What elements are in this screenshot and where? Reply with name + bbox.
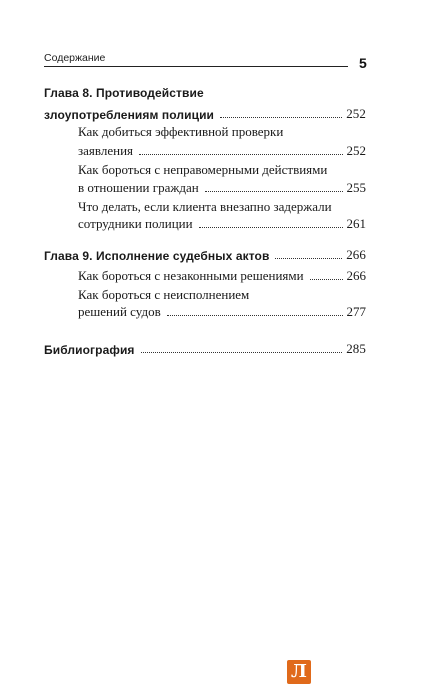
header-rule xyxy=(44,66,348,67)
bibliography-page: 285 xyxy=(346,341,366,356)
section-8-1-line2: заявления xyxy=(78,143,134,158)
section-9-1-page: 266 xyxy=(346,268,366,283)
toc-entry-section-8-1[interactable] xyxy=(78,141,366,159)
toc-entry-chapter-8[interactable] xyxy=(44,104,366,122)
section-8-3-line1: Что делать, если клиента внезапно задержали xyxy=(78,199,332,214)
section-9-2-line1: Как бороться с неисполнением xyxy=(78,287,250,302)
running-header xyxy=(44,52,370,70)
section-9-1-line1: Как бороться с незаконными решениями xyxy=(78,268,304,283)
chapter-9-title: Глава 9. Исполнение судебных актов xyxy=(44,249,270,263)
dot-leader xyxy=(141,352,343,353)
section-9-2-page: 277 xyxy=(346,304,366,319)
page-number: 5 xyxy=(359,55,367,71)
section-8-1-page: 252 xyxy=(346,143,366,158)
dot-leader xyxy=(275,258,342,259)
toc-entry-bibliography[interactable] xyxy=(44,339,366,357)
header-title: Содержание xyxy=(44,52,106,64)
section-8-2-line1: Как бороться с неправомерными действиями xyxy=(78,162,328,177)
publisher-logo xyxy=(287,660,311,684)
dot-leader xyxy=(139,154,342,155)
section-8-2-line2: в отношении граждан xyxy=(78,180,199,195)
toc-entry-section-8-3[interactable] xyxy=(78,214,366,232)
chapter-9-page: 266 xyxy=(346,247,366,262)
publisher-logo-glyph: Л xyxy=(291,661,307,682)
toc-entry-chapter-9[interactable] xyxy=(44,245,366,263)
section-8-3-line2: сотрудники полиции xyxy=(78,216,193,231)
chapter-8-title-line1: Глава 8. Противодействие xyxy=(44,86,204,100)
section-8-3-page: 261 xyxy=(346,216,366,231)
dot-leader xyxy=(205,191,343,192)
chapter-8-title-line2: злоупотреблениям полиции xyxy=(44,108,215,122)
dot-leader xyxy=(310,279,343,280)
toc-entry-section-9-1[interactable] xyxy=(78,266,366,284)
toc-entry-section-9-2[interactable] xyxy=(78,302,366,320)
chapter-8-page: 252 xyxy=(346,106,366,121)
bibliography-title: Библиография xyxy=(44,343,135,357)
toc-entry-section-8-2[interactable] xyxy=(78,178,366,196)
dot-leader xyxy=(199,227,343,228)
section-8-2-page: 255 xyxy=(346,180,366,195)
dot-leader xyxy=(220,117,342,118)
dot-leader xyxy=(167,315,343,316)
section-8-1-line1: Как добиться эффективной проверки xyxy=(78,124,284,139)
section-9-2-line2: решений судов xyxy=(78,304,161,319)
